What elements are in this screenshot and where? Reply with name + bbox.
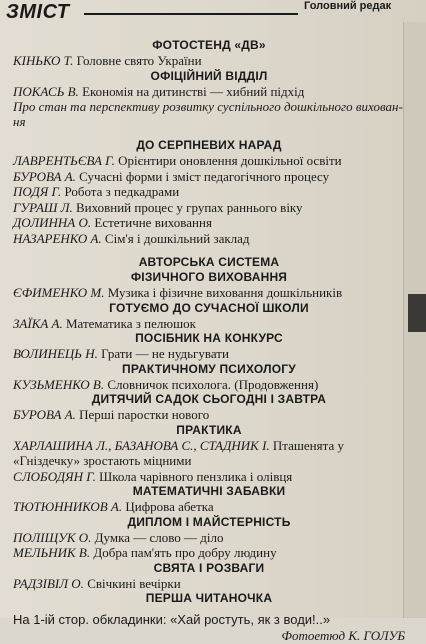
toc-entry[interactable] (13, 169, 405, 185)
toc-entry[interactable] (13, 530, 405, 546)
entry-author: ХАРЛАШИНА Л., БАЗАНОВА С., СТАДНИК І. (13, 437, 270, 453)
entry-title: Пташенята у (272, 437, 344, 453)
section-heading: ФОТОСТЕНД «ДВ» (152, 38, 266, 52)
entry-title: Свічкині вечірки (87, 575, 181, 591)
section-heading: МАТЕМАТИЧНІ ЗАБАВКИ (132, 484, 286, 498)
toc-entry[interactable] (13, 377, 405, 393)
section-heading: ДИПЛОМ І МАЙСТЕРНІСТЬ (127, 514, 291, 529)
entry-title: Естетичне виховання (94, 215, 212, 230)
entry-title-continuation: «Гніздечку» зростають міцними (13, 453, 192, 468)
entry-title: Економія на дитинстві — хибний підхід (82, 83, 305, 99)
section-heading: СВЯТА І РОЗВАГИ (153, 560, 265, 575)
toc-entry[interactable] (13, 469, 405, 485)
entry-title: Сім'я і дошкільний заклад (104, 230, 250, 246)
entry-title: Головне свято України (76, 53, 202, 68)
section-heading: ДИТЯЧИЙ САДОК СЬОГОДНІ І ЗАВТРА (91, 392, 327, 406)
entry-note: Про стан та перспективу розвитку суспільного дошкільного вихован- (13, 99, 403, 114)
entry-author: БУРОВА А. (13, 407, 76, 422)
toc-entry[interactable] (13, 438, 405, 454)
entry-title: Виховний процес у групах раннього віку (76, 199, 303, 215)
entry-author: ТЮТЮННИКОВ А. (13, 499, 123, 514)
entry-author: ДОЛИННА О. (13, 215, 92, 230)
entry-author: РАДЗІВІЛ О. (13, 575, 84, 591)
section-heading: ОФІЦІЙНИЙ ВІДДІЛ (150, 68, 268, 83)
section-heading-line2: ФІЗИЧНОГО ВИХОВАННЯ (130, 270, 288, 284)
toc-entry[interactable] (13, 153, 405, 169)
section-heading: АВТОРСЬКА СИСТЕМА (138, 255, 280, 269)
photo-credit: Фотоетюд К. ГОЛУБ (281, 628, 405, 643)
entry-author: СЛОБОДЯН Г. (13, 468, 96, 484)
toc-entry[interactable] (13, 576, 405, 592)
toc-entry[interactable] (13, 346, 405, 362)
entry-author: ЛАВРЕНТЬЄВА Г. (13, 153, 115, 168)
adjacent-page-edge (403, 22, 426, 618)
entry-author: ЗАЇКА А. (13, 315, 63, 331)
header-rule (84, 13, 298, 15)
entry-author: ЄФИМЕНКО М. (13, 285, 105, 300)
entry-author: ПОЛІЩУК О. (13, 529, 92, 545)
section-heading: ПРАКТИЧНОМУ ПСИХОЛОГУ (122, 361, 296, 376)
toc-entry[interactable] (13, 545, 405, 561)
entry-title: Робота з педкадрами (64, 184, 180, 199)
toc-entry[interactable] (13, 84, 405, 100)
toc-entry-continuation (13, 453, 405, 469)
entry-title: Перші паростки нового (79, 407, 210, 422)
entry-author: МЕЛЬНИК В. (13, 545, 91, 560)
entry-author: ГУРАШ Л. (13, 199, 73, 215)
toc-entry[interactable] (13, 285, 405, 301)
toc-entry[interactable] (13, 184, 405, 200)
toc-entry[interactable] (13, 499, 405, 515)
section-heading: ПОСІБНИК НА КОНКУРС (135, 331, 283, 345)
entry-title: Сучасні форми і зміст педагогічного процесу (79, 168, 330, 184)
header-right-text: Головний редак (304, 0, 392, 12)
entry-author: КУЗЬМЕНКО В. (13, 376, 105, 392)
table-of-contents (13, 38, 405, 644)
page-header (0, 0, 426, 22)
toc-entry[interactable] (13, 231, 405, 247)
adjacent-page-dark-block (408, 294, 426, 332)
section-heading: ДО СЕРПНЕВИХ НАРАД (136, 138, 282, 152)
toc-entry[interactable] (13, 215, 405, 231)
entry-title: Школа чарівного пензлика і олівця (99, 468, 293, 484)
entry-author: ПОДЯ Г. (13, 184, 62, 199)
entry-title: Грати — не нудьгувати (101, 346, 229, 361)
entry-title: Цифрова абетка (125, 499, 214, 514)
entry-title: Орієнтири оновлення дошкільної освіти (118, 153, 342, 168)
entry-author: ПОКАСЬ В. (13, 83, 79, 99)
toc-entry[interactable] (13, 316, 405, 332)
section-heading: ПЕРША ЧИТАНОЧКА (145, 591, 273, 605)
entry-title: Словничок психолога. (Продовження) (107, 376, 319, 392)
entry-title: Математика з пелюшок (65, 315, 196, 331)
toc-entry[interactable] (13, 53, 405, 69)
entry-title: Музика і фізичне виховання дошкільників (107, 285, 343, 300)
entry-author: БУРОВА А. (13, 168, 76, 184)
toc-entry[interactable] (13, 200, 405, 216)
section-heading: ПРАКТИКА (176, 422, 242, 437)
entry-note-continuation: ня (13, 114, 26, 129)
entry-title: Думка — слово — діло (94, 529, 224, 545)
entry-title: Добра пам'ять про добру людину (93, 545, 277, 560)
page-title: ЗМІСТ (6, 1, 70, 23)
section-heading: ГОТУЄМО ДО СУЧАСНОЇ ШКОЛИ (109, 300, 309, 315)
cover-note: На 1-ій стор. обкладинки: «Хай ростуть, як з води!..» (13, 612, 331, 627)
entry-author: НАЗАРЕНКО А. (13, 230, 102, 246)
entry-author: ВОЛИНЕЦЬ Н. (13, 346, 98, 361)
entry-author: КІНЬКО Т. (13, 53, 74, 68)
toc-entry[interactable] (13, 407, 405, 423)
